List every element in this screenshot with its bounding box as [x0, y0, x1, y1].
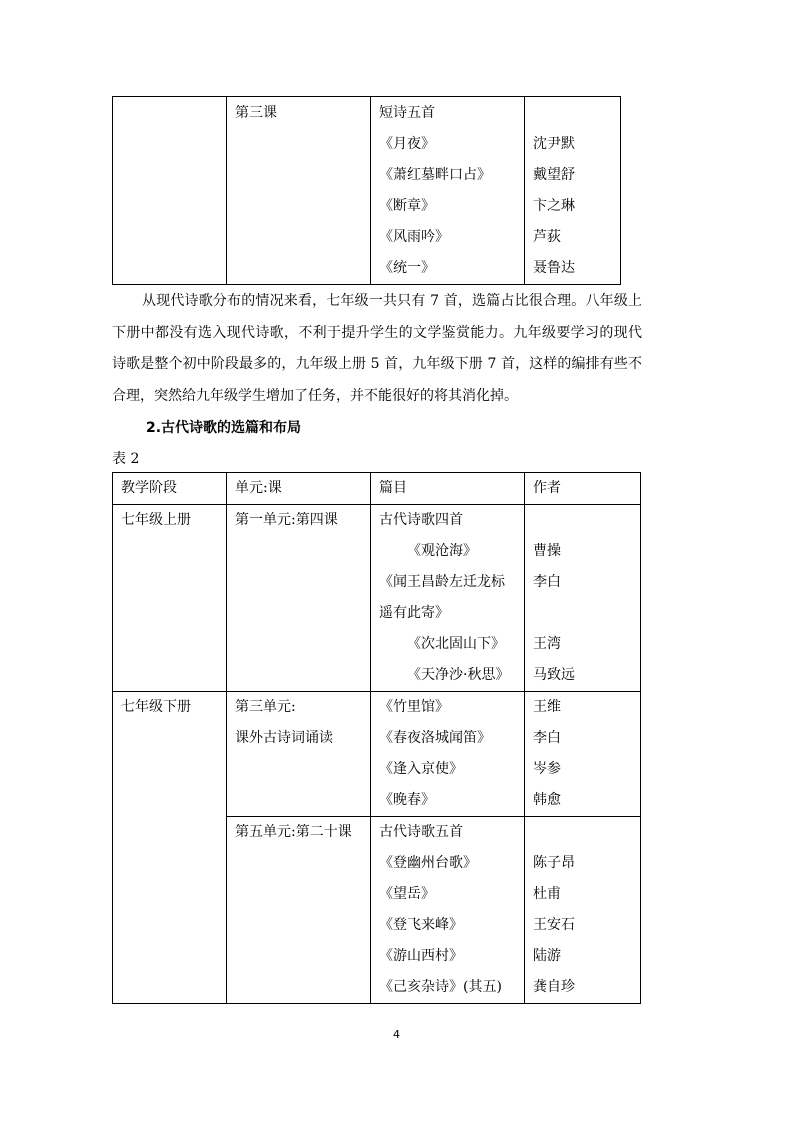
- poem-author: 王安石: [533, 917, 575, 933]
- header-cell: 作者: [525, 473, 641, 505]
- poem-author: 聂鲁达: [533, 260, 575, 276]
- section-heading: 2.古代诗歌的选篇和布局: [146, 420, 302, 436]
- poem-author: 陈子昂: [533, 855, 575, 871]
- poem-author: 马致远: [533, 667, 575, 683]
- poem-title: 古代诗歌五首: [379, 824, 463, 840]
- authors-cell: [525, 817, 641, 1004]
- table-row: [113, 692, 641, 817]
- table-row: [113, 97, 621, 285]
- table-caption: 表 2: [112, 451, 140, 467]
- stage-cell: [113, 97, 227, 285]
- poem-title: 《望岳》: [379, 886, 435, 902]
- authors-cell: [525, 505, 641, 692]
- table-row: [113, 505, 641, 692]
- poem-author: 戴望舒: [533, 167, 575, 183]
- poem-author: 曹操: [533, 543, 561, 559]
- poem-title: 《游山西村》: [379, 948, 463, 964]
- poem-title: 《天净沙·秋思》: [407, 667, 510, 683]
- titles-cell: [371, 505, 525, 692]
- poem-title: 《观沧海》: [407, 543, 477, 559]
- lesson-cell: 第五单元:第二十课: [227, 817, 371, 1004]
- lesson-cell: 第一单元:第四课: [227, 505, 371, 692]
- poem-author: 杜甫: [533, 886, 561, 902]
- page-number: 4: [393, 1028, 400, 1041]
- stage-cell: 七年级下册: [113, 692, 227, 1004]
- authors-cell: [525, 97, 621, 285]
- titles-cell: [371, 97, 525, 285]
- titles-cell: [371, 817, 525, 1004]
- poem-author: 韩愈: [533, 792, 561, 808]
- poem-title: 《统一》: [379, 260, 435, 276]
- table-header-row: [113, 473, 641, 505]
- poem-title: 遥有此寄》: [379, 605, 449, 621]
- poem-author: 陆游: [533, 948, 561, 964]
- poem-title: 《竹里馆》: [379, 699, 449, 715]
- poem-author: [533, 98, 620, 129]
- poem-author: 李白: [533, 574, 561, 590]
- titles-cell: [371, 692, 525, 817]
- ancient-poetry-table: [112, 472, 641, 1004]
- poem-title: 《己亥杂诗》(其五): [379, 979, 502, 995]
- poem-title: 《逢入京使》: [379, 761, 463, 777]
- poem-author: 芦荻: [533, 229, 561, 245]
- header-cell: 篇目: [371, 473, 525, 505]
- lesson-cell: 第三单元: 课外古诗词诵读: [227, 692, 371, 817]
- poem-title: 《晚春》: [379, 792, 435, 808]
- poem-author: 龚自珍: [533, 979, 575, 995]
- poem-title: 《断章》: [379, 198, 435, 214]
- poem-author: 卞之琳: [533, 198, 575, 214]
- poem-title: 《登幽州台歌》: [379, 855, 477, 871]
- poem-author: 沈尹默: [533, 136, 575, 152]
- poem-author: 岑参: [533, 761, 561, 777]
- poem-title: 《春夜洛城闻笛》: [379, 730, 491, 746]
- poem-author: 王湾: [533, 636, 561, 652]
- header-cell: 教学阶段: [113, 473, 227, 505]
- poem-title: 《月夜》: [379, 136, 435, 152]
- poem-author: [533, 817, 640, 848]
- authors-cell: [525, 692, 641, 817]
- poem-author: [533, 505, 640, 536]
- poem-title: 古代诗歌四首: [379, 512, 463, 528]
- poem-title: 《闻王昌龄左迁龙标: [379, 574, 505, 590]
- poem-author: 王维: [533, 699, 561, 715]
- poem-author: [533, 598, 640, 629]
- poem-title: 《次北固山下》: [407, 636, 505, 652]
- stage-cell: 七年级上册: [113, 505, 227, 692]
- body-paragraph: 从现代诗歌分布的情况来看，七年级一共只有 7 首，选篇占比很合理。八年级上下册中都没有选入现代诗歌，不利于提升学生的文学鉴赏能力。九年级要学习的现代诗歌是整个初中阶段最多的，九年级上册 5 首，九年级下册 7 首，这样的编排有些不合理，突然给九年级学生增加了任务，并不能很好的将其消化掉。: [112, 293, 642, 404]
- poem-title: 《萧红墓畔口占》: [379, 167, 491, 183]
- poem-title: 短诗五首: [379, 105, 435, 121]
- poem-title: 《登飞来峰》: [379, 917, 463, 933]
- lesson-cell: 第三课: [227, 97, 371, 285]
- poem-title: 《风雨吟》: [379, 229, 449, 245]
- modern-poetry-table: [112, 96, 621, 285]
- header-cell: 单元:课: [227, 473, 371, 505]
- poem-author: 李白: [533, 730, 561, 746]
